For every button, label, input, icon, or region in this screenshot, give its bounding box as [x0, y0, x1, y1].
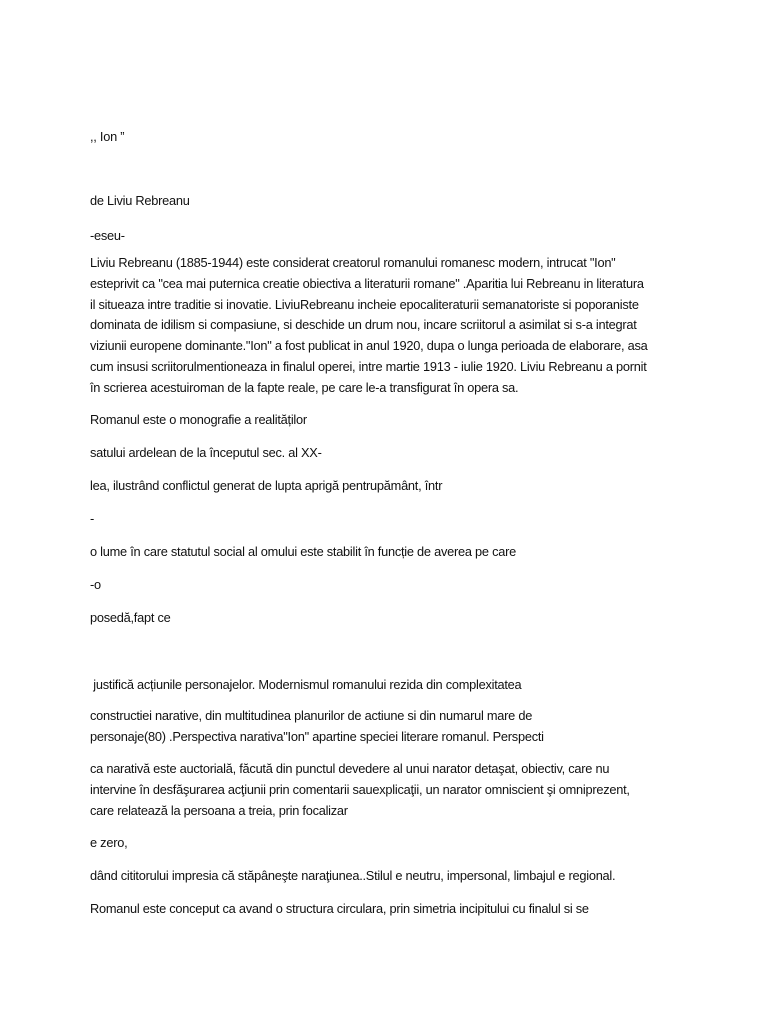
paragraph-line: satului ardelean de la începutul sec. al XX-: [90, 445, 322, 460]
document-title: ,, Ion ”: [90, 129, 125, 144]
paragraph-line: e zero,: [90, 835, 128, 850]
paragraph-line: posedă,fapt ce: [90, 610, 171, 625]
paragraph-line: -o: [90, 577, 101, 592]
paragraph-line: Romanul este conceput ca avand o structura circulara, prin simetria incipitului cu finalul si se: [90, 901, 589, 916]
paragraph-line: dând cititorului impresia că stăpâneşte naraţiunea..Stilul e neutru, impersonal, limbajul e regional.: [90, 868, 616, 883]
paragraph-line: -: [90, 511, 95, 526]
genre-label: -eseu-: [90, 228, 125, 243]
paragraph-block: ca narativă este auctorială, făcută din punctul devedere al unui narator detaşat, obiectiv, care nu intervine în desfăşurarea acţiunii prin comentarii sauexplicaţii, un narator omniscient şi omniprezent, care relatează la persoana a treia, prin focalizar: [90, 761, 630, 818]
intro-paragraph: Liviu Rebreanu (1885-1944) este considerat creatorul romanului romanesc modern, intrucat "Ion" esteprivit ca "cea mai puternica creatie obiectiva a literaturii romane" .Aparitia lui Rebreanu in literatura il situeaza intre traditie si inovatie. LiviuRebreanu incheie epocaliteraturii semanatoriste si poporaniste dominata de idilism si compasiune, si deschide un drum nou, incare scriitorul a asimilat si s-a integrat viziunii europene dominante."Ion" a fost publicat in anul 1920, dupa o lunga perioada de elaborare, asa cum insusi scriitorulmentioneaza in finalul operei, intre martie 1913 - iulie 1920. Liviu Rebreanu a pornit în scrierea acestuiroman de la fapte reale, pe care le-a transfigurat în opera sa.: [90, 255, 648, 395]
paragraph-block: constructiei narative, din multitudinea planurilor de actiune si din numarul mare de personaje(80) .Perspectiva narativa"Ion" apartine speciei literare romanul. Perspecti: [90, 708, 544, 744]
paragraph-line: Romanul este o monografie a realităților: [90, 412, 307, 427]
paragraph-line: lea, ilustrând conflictul generat de lupta aprigă pentrupământ, într: [90, 478, 443, 493]
paragraph-line: justifică acțiunile personajelor. Modernismul romanului rezida din complexitatea: [90, 677, 522, 692]
paragraph-line: o lume în care statutul social al omului este stabilit în funcție de averea pe care: [90, 544, 516, 559]
author-line: de Liviu Rebreanu: [90, 193, 190, 208]
